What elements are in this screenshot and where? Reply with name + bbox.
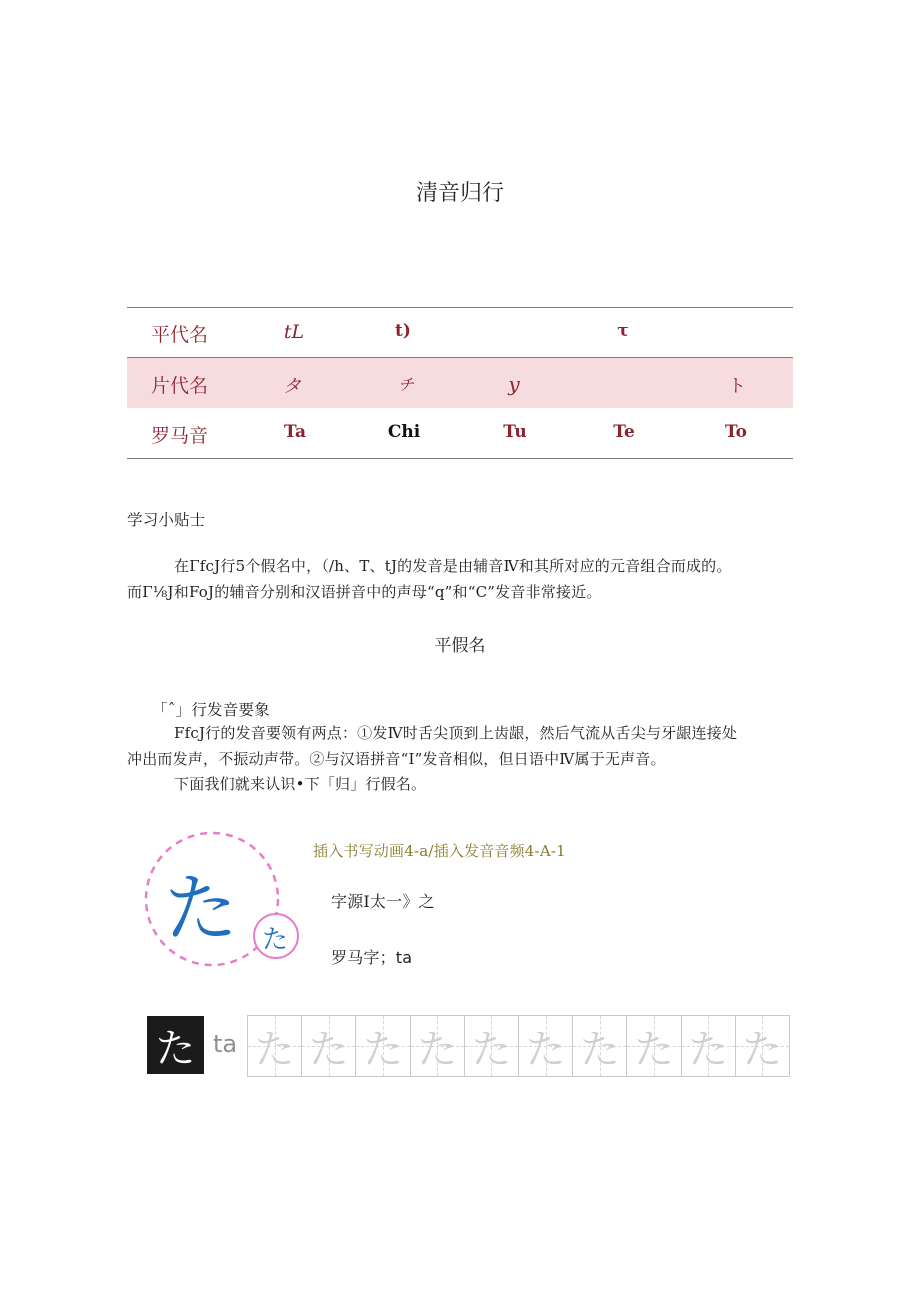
table-cell: tL [283,321,305,343]
pronunciation-line: 冲出而发声，不振动声带。②与汉语拼音“I”发音相似，但日语中Ⅳ属于无声音。 [127,750,666,768]
kana-table [127,307,793,458]
row-label: 片代名 [151,375,209,397]
tips-paragraph-line: 在ΓfcJ行5个假名中，（/h、T、tJ的发音是由辅音Ⅳ和其所对应的元音组合而成的。 [174,557,732,575]
table-cell: To [724,422,748,442]
big-kana: た [164,866,238,952]
pronunciation-line: 下面我们就来认识•下「归」行假名。 [174,775,427,793]
tracing-cell[interactable]: た [356,1016,410,1076]
tracing-cell[interactable]: た [302,1016,356,1076]
table-row-hiragana [127,307,793,357]
sample-romaji: ta [213,1030,238,1058]
pronunciation-line: FfcJ行的发音要领有两点：①发Ⅳ时舌尖顶到上齿龈，然后气流从舌尖与牙龈连接处 [174,724,738,742]
table-cell: Te [613,422,635,442]
row-label: 罗马音 [151,425,209,447]
kana-illustration [140,826,310,976]
section-heading: 平假名 [434,636,486,656]
table-bottom-rule [127,458,793,459]
tracing-cell[interactable]: た [736,1016,789,1076]
tracing-cell[interactable]: た [248,1016,302,1076]
table-cell: ト [728,376,746,397]
table-row-romaji [127,408,793,458]
tracing-cell[interactable]: た [573,1016,627,1076]
tracing-cell[interactable]: た [627,1016,681,1076]
kana-romaji: 罗马字；ta [331,948,413,967]
table-cell: t) [395,321,411,341]
tracing-cell[interactable]: た [682,1016,736,1076]
table-cell: y [508,372,520,396]
small-kana: た [262,925,289,955]
table-cell: τ [617,321,629,341]
tracing-grid [247,1015,790,1077]
tips-heading: 学习小贴士 [127,511,206,529]
sample-kana: た [155,1025,196,1072]
table-cell: チ [397,375,415,394]
page-title: 清音归行 [415,181,504,206]
sample-kana-box [147,1016,204,1074]
table-cell: Chi [387,422,421,442]
table-cell: タ [283,376,301,397]
kana-origin: 字源I太一》之 [331,892,435,911]
tips-paragraph-line: 而Γ⅛J和FoJ的辅音分别和汉语拼音中的声母“q”和“C”发音非常接近。 [127,583,602,601]
row-label: 平代名 [151,324,209,346]
table-cell: Tu [503,422,527,442]
tracing-cell[interactable]: た [465,1016,519,1076]
tracing-cell[interactable]: た [519,1016,573,1076]
tracing-cell[interactable]: た [411,1016,465,1076]
table-row-katakana [127,357,793,408]
insert-note: 插入书写动画4-a/插入发音音频4-A-1 [313,842,566,860]
pronunciation-heading: 「ˆ」行发音要象 [152,701,270,719]
table-cell: Ta [283,422,307,442]
